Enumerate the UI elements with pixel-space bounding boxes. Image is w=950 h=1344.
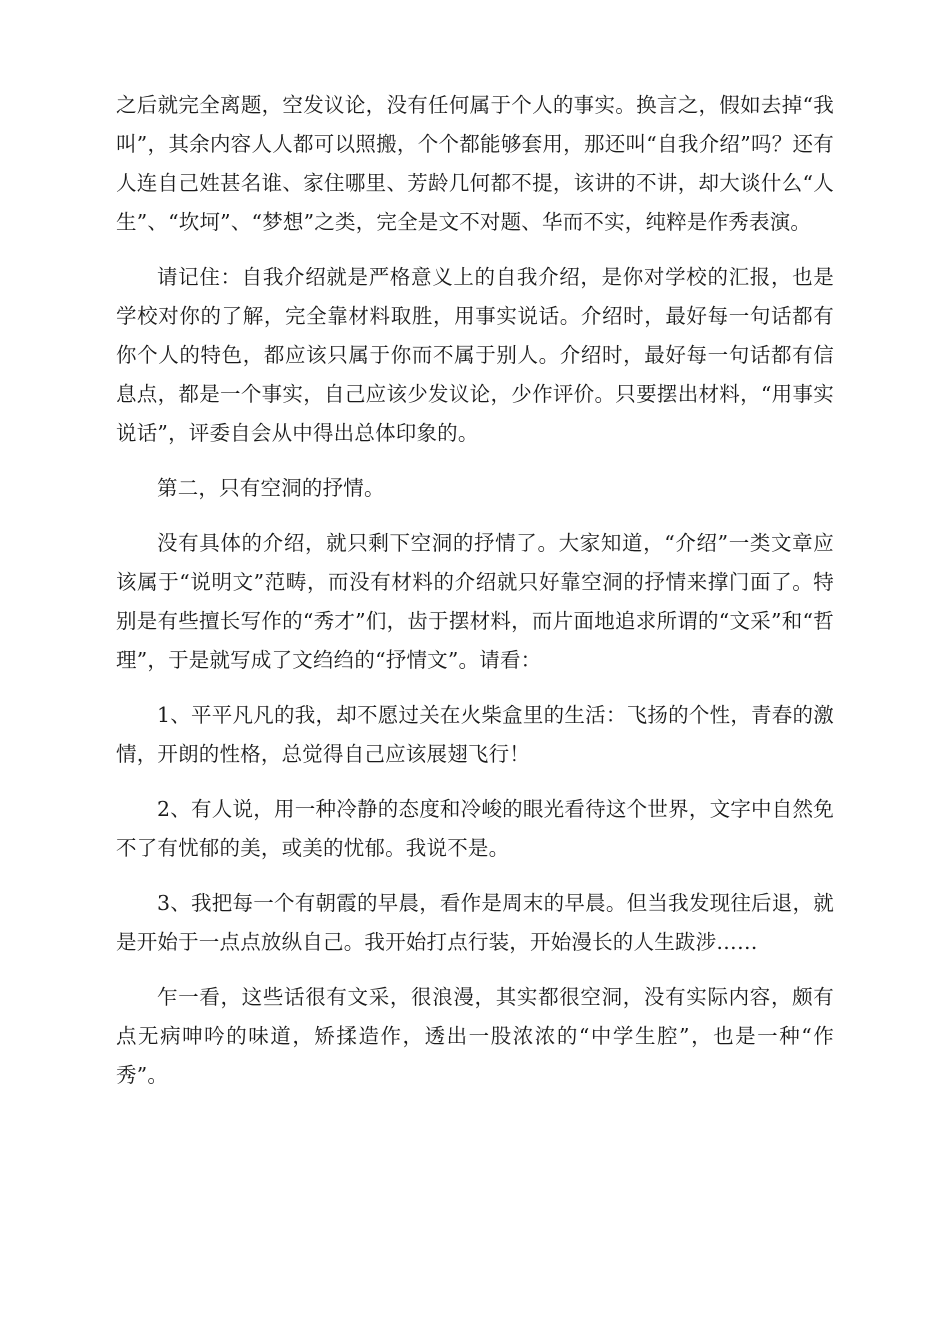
example-item: 3、我把每一个有朝霞的早晨，看作是周末的早晨。但当我发现往后退，就是开始于一点点放纵自己。我开始打点行装，开始漫长的人生跋涉…… (116, 891, 834, 954)
paragraph: 请记住：自我介绍就是严格意义上的自我介绍，是你对学校的汇报，也是学校对你的了解，完全靠材料取胜，用事实说话。介绍时，最好每一句话都有你个人的特色，都应该只属于你而不属于别人。介绍时，最好每一句话都有信息点，都是一个事实，自己应该少发议论，少作评价。只要摆出材料，“用事实说话”，评委自会从中得出总体印象的。 (116, 265, 834, 445)
example-item: 1、平平凡凡的我，却不愿过关在火柴盒里的生活：飞扬的个性，青春的激情，开朗的性格，总觉得自己应该展翅飞行！ (116, 703, 834, 766)
document-page (116, 86, 834, 1111)
section-heading: 第二，只有空洞的抒情。 (157, 476, 385, 500)
example-item: 2、有人说，用一种冷静的态度和冷峻的眼光看待这个世界，文字中自然免不了有忧郁的美，或美的忧郁。我说不是。 (116, 797, 834, 860)
paragraph: 没有具体的介绍，就只剩下空洞的抒情了。大家知道，“介绍”一类文章应该属于“说明文”范畴，而没有材料的介绍就只好靠空洞的抒情来撑门面了。特别是有些擅长写作的“秀才”们，齿于摆材料，而片面地追求所谓的“文采”和“哲理”，于是就写成了文绉绉的“抒情文”。请看： (116, 531, 834, 672)
paragraph: 乍一看，这些话很有文采，很浪漫，其实都很空洞，没有实际内容，颇有点无病呻吟的味道，矫揉造作，透出一股浓浓的“中学生腔”，也是一种“作秀”。 (116, 985, 834, 1087)
paragraph: 之后就完全离题，空发议论，没有任何属于个人的事实。换言之，假如去掉“我叫”，其余内容人人都可以照搬，个个都能够套用，那还叫“自我介绍”吗？还有人连自己姓甚名谁、家住哪里、芳龄几何都不提，该讲的不讲，却大谈什么“人生”、“坎坷”、“梦想”之类，完全是文不对题、华而不实，纯粹是作秀表演。 (116, 93, 834, 234)
